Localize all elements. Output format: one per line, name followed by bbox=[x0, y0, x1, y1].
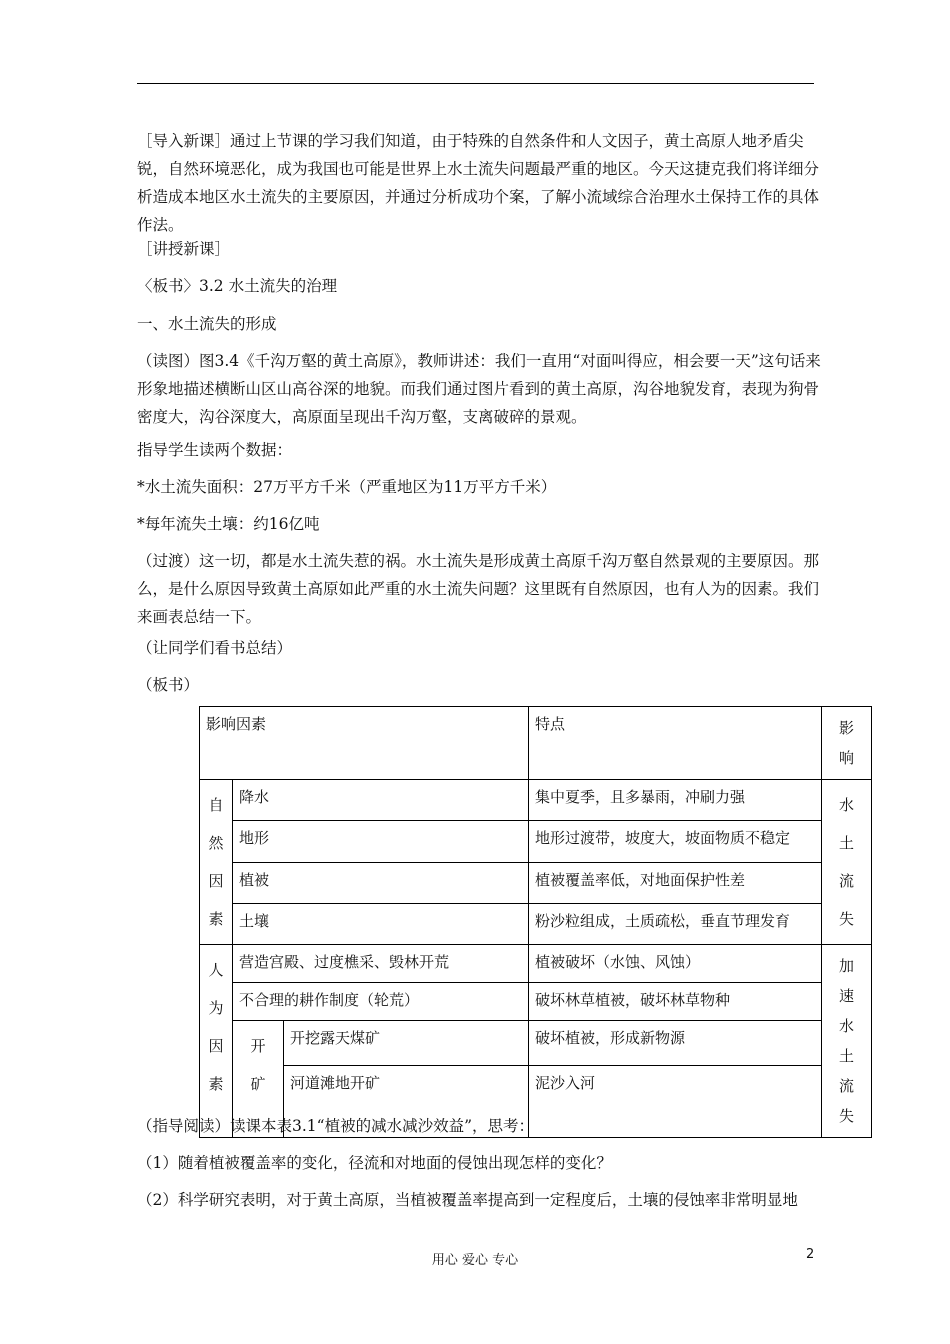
board-title: 〈板书〉3.2 水土流失的治理 bbox=[137, 277, 338, 295]
feature-cell: 破坏林草植被，破坏林草物种 bbox=[529, 983, 822, 1021]
intro-paragraph: ［导入新课］通过上节课的学习我们知道，由于特殊的自然条件和人文因子，黄土高原人地矛盾尖锐，自然环境恶化，成为我国也可能是世界上水土流失问题最严重的地区。今天这捷克我们将详细分析造成本地区水土流失的主要原因，并通过分析成功个案，了解小流域综合治理水土保持工作的具体作法。 bbox=[137, 132, 820, 234]
data-item-area: *水土流失面积：27万平方千米（严重地区为11万平方千米） bbox=[137, 478, 557, 496]
guided-reading: （指导阅读）读课本表3.1“植被的减水减沙效益”，思考： bbox=[137, 1117, 535, 1135]
feature-cell: 泥沙入河 bbox=[529, 1066, 822, 1138]
feature-cell: 植被覆盖率低，对地面保护性差 bbox=[529, 862, 822, 903]
factor-cell: 降水 bbox=[233, 780, 529, 821]
summary-prompt: （让同学们看书总结） bbox=[137, 639, 293, 657]
header-rule bbox=[137, 83, 814, 84]
table-row bbox=[200, 945, 872, 983]
guide-text: 指导学生读两个数据： bbox=[137, 441, 293, 459]
footer-text: 用心 爱心 专心 bbox=[431, 1253, 519, 1268]
factor-cell: 不合理的耕作制度（轮荒） bbox=[233, 983, 529, 1021]
table-header-row bbox=[200, 707, 872, 780]
header-impact: 影 响 bbox=[822, 707, 872, 780]
feature-cell: 植被破坏（水蚀、风蚀） bbox=[529, 945, 822, 983]
page-number: 2 bbox=[806, 1247, 815, 1262]
feature-cell: 粉沙粒组成，土质疏松，垂直节理发育 bbox=[529, 903, 822, 944]
factor-cell: 开挖露天煤矿 bbox=[284, 1021, 529, 1066]
table-row bbox=[200, 780, 872, 821]
factor-cell: 地形 bbox=[233, 821, 529, 862]
human-group-label: 人 为 因 素 bbox=[200, 945, 233, 1138]
section-heading: 一、水土流失的形成 bbox=[137, 315, 277, 333]
header-feature: 特点 bbox=[529, 707, 822, 780]
feature-cell: 地形过渡带，坡度大，坡面物质不稳定 bbox=[529, 821, 822, 862]
transition-paragraph: （过渡）这一切，都是水土流失惹的祸。水土流失是形成黄土高原千沟万壑自然景观的主要原因。那么，是什么原因导致黄土高原如此严重的水土流失问题？这里既有自然原因，也有人为的因素。我们来画表总结一下。 bbox=[137, 552, 820, 626]
question-2: （2）科学研究表明，对于黄土高原，当植被覆盖率提高到一定程度后，土壤的侵蚀率非常明显地 bbox=[137, 1191, 798, 1209]
table-row bbox=[200, 983, 872, 1021]
reading-paragraph: （读图）图3.4《千沟万壑的黄土高原》，教师讲述：我们一直用“对面叫得应，相会要一天”这句话来形象地描述横断山区山高谷深的地貌。而我们通过图片看到的黄土高原，沟谷地貌发育，表现为狗骨密度大，沟谷深度大，高原面呈现出千沟万壑，支离破碎的景观。 bbox=[137, 352, 821, 426]
natural-impact: 水 土 流 失 bbox=[822, 780, 872, 945]
factor-cell: 河道滩地开矿 bbox=[284, 1066, 529, 1138]
table-row bbox=[200, 862, 872, 903]
natural-group-label: 自 然 因 素 bbox=[200, 780, 233, 945]
factor-cell: 植被 bbox=[233, 862, 529, 903]
mining-label: 开 矿 bbox=[233, 1021, 284, 1138]
factors-table bbox=[199, 706, 872, 1138]
board-label: （板书） bbox=[137, 676, 200, 694]
factor-cell: 土壤 bbox=[233, 903, 529, 944]
table-row bbox=[200, 1021, 872, 1066]
feature-cell: 破坏植被，形成新物源 bbox=[529, 1021, 822, 1066]
human-impact: 加 速 水 土 流 失 bbox=[822, 945, 872, 1138]
table-row bbox=[200, 821, 872, 862]
question-1: （1）随着植被覆盖率的变化，径流和对地面的侵蚀出现怎样的变化？ bbox=[137, 1154, 612, 1172]
data-item-soil: *每年流失土壤：约16亿吨 bbox=[137, 515, 320, 533]
feature-cell: 集中夏季，且多暴雨，冲刷力强 bbox=[529, 780, 822, 821]
table-row bbox=[200, 903, 872, 944]
factor-cell: 营造宫殿、过度樵采、毁林开荒 bbox=[233, 945, 529, 983]
header-factor: 影响因素 bbox=[200, 707, 529, 780]
lecture-heading: ［讲授新课］ bbox=[137, 240, 231, 258]
